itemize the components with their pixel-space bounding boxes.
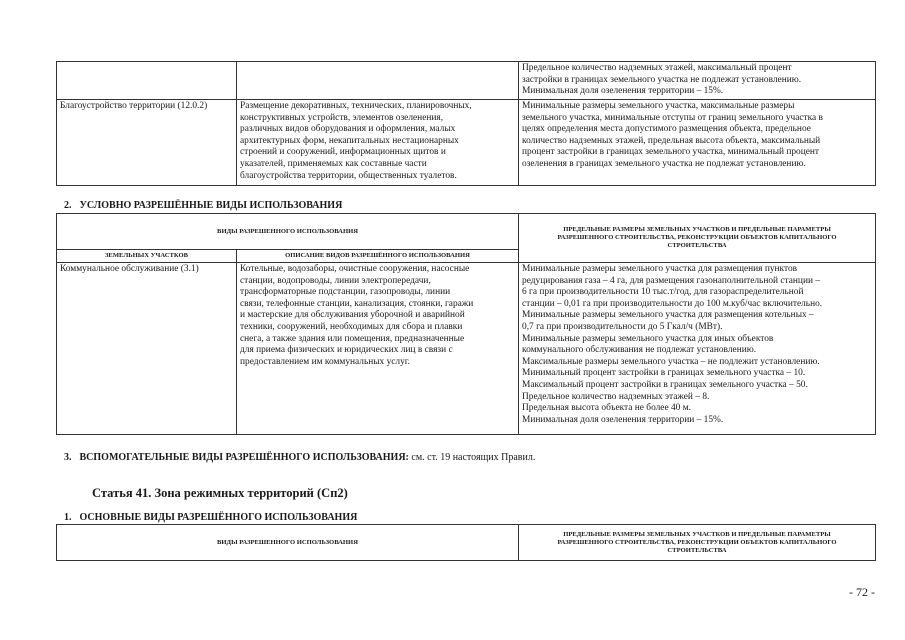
section-heading	[64, 452, 535, 464]
params-cell	[519, 62, 876, 100]
params-cell	[519, 100, 876, 186]
text-line: Предельное количество надземных этажей – 8.	[522, 391, 710, 402]
text-line: 0,7 га при производительности до 5 Гкал/ч (МВт).	[522, 321, 723, 332]
text-line: предоставлением им коммунальных услуг.	[240, 356, 410, 367]
text-line: архитектурных форм, некапитальных нестационарных	[240, 135, 459, 146]
params-cell	[519, 263, 876, 435]
section-number: 1.	[64, 512, 72, 523]
text-line: Минимальный процент застройки в границах земельного участка – 10.	[522, 368, 806, 379]
text-line: снега, а также здания или помещения, предназначенные	[240, 333, 465, 344]
section-number: 2.	[64, 200, 72, 211]
text-line: застройки в границах земельного участка не подлежат установлению.	[522, 74, 802, 85]
table-row	[57, 100, 876, 186]
text-line: ПРЕДЕЛЬНЫЕ РАЗМЕРЫ ЗЕМЕЛЬНЫХ УЧАСТКОВ И ПРЕДЕЛЬНЫЕ ПАРАМЕТРЫ	[563, 226, 831, 233]
type-cell-empty	[57, 62, 237, 100]
header-cell-params	[519, 525, 876, 561]
subheader-cell-description: ОПИСАНИЕ ВИДОВ РАЗРЕШЁННОГО ИСПОЛЬЗОВАНИЯ	[237, 250, 519, 263]
table-header-row	[57, 525, 876, 561]
text-line: целях определения места допустимого размещения объекта, предельное	[522, 124, 811, 135]
text-line: процент застройки в границах земельного участка, минимальный процент	[522, 147, 820, 158]
text-line: и мастерские для обслуживания уборочной и аварийной	[240, 310, 465, 321]
table-conditional-uses	[56, 213, 876, 435]
table-row	[57, 62, 876, 100]
text-line: озеленения в границах земельного участка не подлежат установлению.	[522, 158, 806, 169]
table-main-uses-sp2	[56, 524, 876, 561]
description-cell	[237, 263, 519, 435]
header-cell-use: ВИДЫ РАЗРЕШЕННОГО ИСПОЛЬЗОВАНИЯ	[57, 525, 519, 561]
text-line: Максимальные размеры земельного участка – не подлежит установлению.	[522, 356, 820, 367]
text-line: станции – 0,01 га при производительности до 100 м.куб/час включительно.	[522, 298, 823, 309]
text-line: Предельная высота объекта не более 40 м.	[522, 403, 691, 414]
text-line: 6 га при производительности 10 тыс.т/год, для газораспределительной	[522, 287, 804, 298]
subheader-cell-land: ЗЕМЕЛЬНЫХ УЧАСТКОВ	[57, 250, 237, 263]
text-line: конструктивных устройств, элементов озеленения,	[240, 112, 444, 123]
text-line: строений и сооружений, информационных щитов и	[240, 147, 446, 158]
page-number: - 72 -	[849, 585, 875, 599]
text-line: для приема физических и юридических лиц в связи с	[240, 345, 453, 356]
text-line: станции, водопроводы, линии электропередачи,	[240, 275, 431, 286]
type-cell: Коммунальное обслуживание (3.1)	[57, 263, 237, 435]
text-line: трансформаторные подстанции, газопроводы, линии	[240, 287, 451, 298]
header-cell-use: ВИДЫ РАЗРЕШЕННОГО ИСПОЛЬЗОВАНИЯ	[57, 214, 519, 250]
text-line: земельного участка, минимальные отступы от границ земельного участка в	[522, 112, 823, 123]
section-number: 3.	[64, 452, 72, 463]
text-line: Минимальные размеры земельного участка для иных объектов	[522, 333, 774, 344]
section-title: ВСПОМОГАТЕЛЬНЫЕ ВИДЫ РАЗРЕШЁННОГО ИСПОЛЬЗОВАНИЯ:	[79, 452, 409, 463]
text-line: коммунального обслуживания не подлежат установлению.	[522, 345, 757, 356]
text-line: связи, телефонные станции, канализация, стоянки, гаражи	[240, 298, 474, 309]
article-title: Статья 41. Зона режимных территорий (Сп2)	[92, 486, 348, 500]
section-heading	[64, 512, 357, 524]
text-line: редуцирования газа – 4 га, для размещения газонаполнительной станции –	[522, 275, 821, 286]
text-line: указателей, применяемых как составные части	[240, 158, 427, 169]
text-line: различных видов оборудования и оформления, малых	[240, 124, 456, 135]
text-line: Максимальный процент застройки в границах земельного участка – 50.	[522, 379, 808, 390]
text-line: Минимальная доля озеленения территории – 15%.	[522, 414, 724, 425]
text-line: техники, сооружений, необходимых для сбора и плавки	[240, 321, 463, 332]
section-title: УСЛОВНО РАЗРЕШЁННЫЕ ВИДЫ ИСПОЛЬЗОВАНИЯ	[79, 200, 343, 211]
text-line: Минимальная доля озеленения территории – 15%.	[522, 86, 724, 97]
text-line: Котельные, водозаборы, очистные сооружения, насосные	[240, 264, 470, 274]
text-line: РАЗРЕШЕННОГО СТРОИТЕЛЬСТВА, РЕКОНСТРУКЦИИ ОБЪЕКТОВ КАПИТАЛЬНОГО	[557, 538, 837, 546]
table-header-row	[57, 214, 876, 250]
text-line: СТРОИТЕЛЬСТВА	[667, 546, 727, 554]
text-line: ПРЕДЕЛЬНЫЕ РАЗМЕРЫ ЗЕМЕЛЬНЫХ УЧАСТКОВ И ПРЕДЕЛЬНЫЕ ПАРАМЕТРЫ	[563, 530, 831, 538]
header-cell-params	[519, 214, 876, 263]
text-line: количество надземных этажей, предельная высота объекта, максимальный	[522, 135, 821, 146]
table-row	[57, 263, 876, 435]
section-title: ОСНОВНЫЕ ВИДЫ РАЗРЕШЁННОГО ИСПОЛЬЗОВАНИЯ	[79, 512, 358, 523]
description-cell	[237, 100, 519, 186]
text-line: благоустройства территории, общественных туалетов.	[240, 170, 457, 181]
text-line: Минимальные размеры земельного участка для размещения котельных –	[522, 310, 814, 321]
text-line: СТРОИТЕЛЬСТВА	[667, 242, 727, 249]
text-line: Минимальные размеры земельного участка для размещения пунктов	[522, 264, 798, 274]
section-heading	[64, 200, 342, 212]
table-main-uses-continued	[56, 61, 876, 186]
text-line: Предельное количество надземных этажей, максимальный процент	[522, 63, 792, 73]
type-cell: Благоустройство территории (12.0.2)	[57, 100, 237, 186]
section-text: см. ст. 19 настоящих Правил.	[411, 452, 536, 463]
text-line: Минимальные размеры земельного участка, максимальные размеры	[522, 101, 795, 111]
description-cell-empty	[237, 62, 519, 100]
text-line: РАЗРЕШЕННОГО СТРОИТЕЛЬСТВА, РЕКОНСТРУКЦИИ ОБЪЕКТОВ КАПИТАЛЬНОГО	[557, 234, 837, 241]
text-line: Размещение декоративных, технических, планировочных,	[240, 101, 472, 111]
